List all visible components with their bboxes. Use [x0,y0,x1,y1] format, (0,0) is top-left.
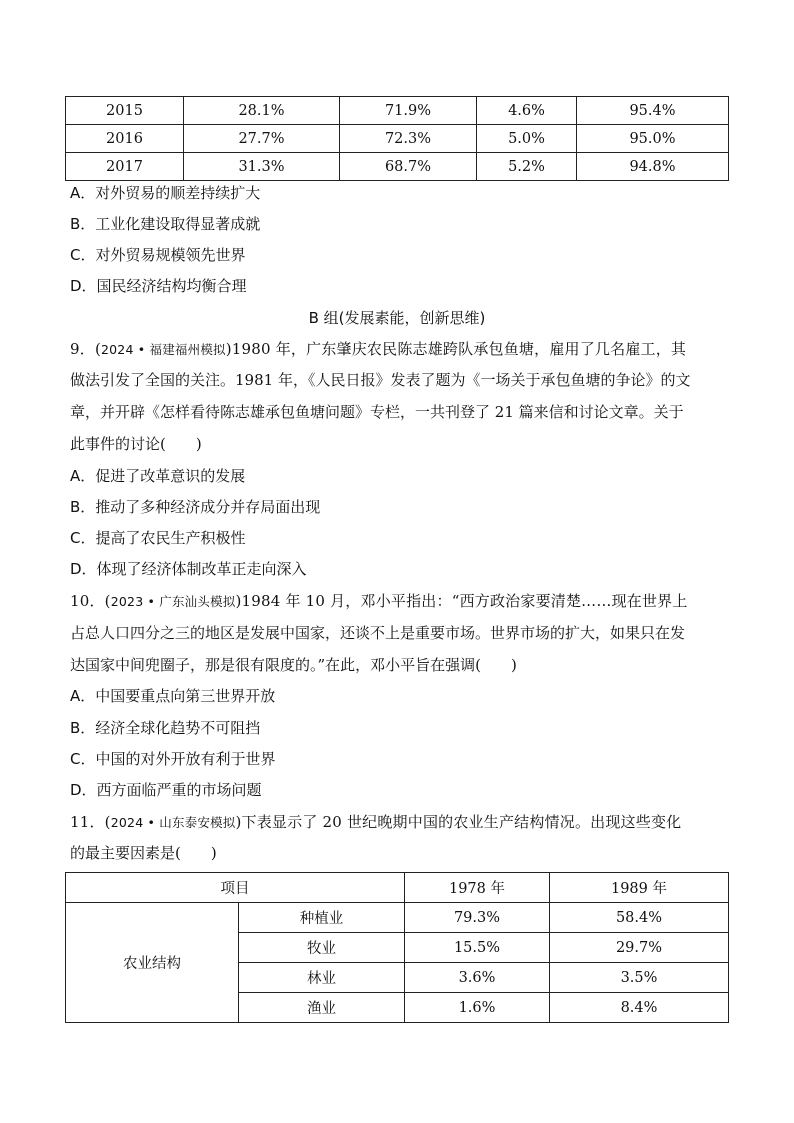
trade-data-table [65,96,729,181]
question-source: 2023 • 广东汕头模拟 [110,594,236,609]
item-cell: 渔业 [239,993,405,1023]
table-cell: 2015 [66,97,184,125]
value-cell: 3.5% [550,963,729,993]
item-cell: 林业 [239,963,405,993]
q10-option-d: D．西方面临严重的市场问题 [70,781,262,799]
table-cell: 31.3% [184,153,340,181]
value-cell: 58.4% [550,903,729,933]
q9-option-d: D．体现了经济体制改革正走向深入 [70,560,307,578]
question-number: 10．( [70,592,111,610]
value-cell: 29.7% [550,933,729,963]
value-cell: 1.6% [405,993,550,1023]
q10-option-c: C．中国的对外开放有利于世界 [70,750,276,768]
item-cell: 种植业 [239,903,405,933]
q8-option-c: C．对外贸易规模领先世界 [70,246,246,264]
q10-line-3: 达国家中间兜圈子，那是很有限度的。”在此，邓小平旨在强调( ) [70,656,517,674]
q11-line-2: 的最主要因素是( ) [70,844,217,862]
table-cell: 2017 [66,153,184,181]
q9-line-4: 此事件的讨论( ) [70,435,202,453]
q10-option-b: B．经济全球化趋势不可阻挡 [70,719,261,737]
q9-option-a: A．促进了改革意识的发展 [70,467,246,485]
q9-option-b: B．推动了多种经济成分并存局面出现 [70,498,321,516]
table-cell: 95.4% [577,97,729,125]
q9-option-c: C．提高了农民生产积极性 [70,529,246,547]
q11-line-1 [70,812,730,833]
value-cell: 8.4% [550,993,729,1023]
value-cell: 79.3% [405,903,550,933]
table-row [66,153,729,181]
question-source: 2024 • 福建福州模拟 [101,342,226,357]
q10-option-a: A．中国要重点向第三世界开放 [70,687,276,705]
value-cell: 15.5% [405,933,550,963]
table-cell: 5.0% [477,125,577,153]
question-text: )1980 年，广东肇庆农民陈志雄跨队承包鱼塘，雇用了几名雇工，其 [225,340,687,358]
table-row [66,97,729,125]
table-cell: 72.3% [340,125,477,153]
agriculture-structure-table [65,872,729,1023]
header-cell-item: 项目 [66,873,405,903]
item-cell: 牧业 [239,933,405,963]
q9-line-2: 做法引发了全国的关注。1981 年，《人民日报》发表了题为《一场关于承包鱼塘的争论》的文 [70,371,691,389]
q9-line-1 [70,339,730,360]
table-cell: 4.6% [477,97,577,125]
table-cell: 27.7% [184,125,340,153]
section-title: B 组(发展素能，创新思维) [308,309,486,327]
q8-option-a: A．对外贸易的顺差持续扩大 [70,184,261,202]
question-number: 11．( [70,813,111,831]
q10-line-2: 占总人口四分之三的地区是发展中国家，还谈不上是重要市场。世界市场的扩大，如果只在发 [70,624,686,642]
category-cell: 农业结构 [66,903,239,1023]
table-cell: 2016 [66,125,184,153]
header-cell-1978: 1978 年 [405,873,550,903]
q9-line-3: 章，并开辟《怎样看待陈志雄承包鱼塘问题》专栏，一共刊登了 21 篇来信和讨论文章。关于 [70,403,684,421]
question-text: )下表显示了 20 世纪晚期中国的农业生产结构情况。出现这些变化 [235,813,682,831]
q10-line-1 [70,591,730,612]
table-header-row [66,873,729,903]
table-cell: 94.8% [577,153,729,181]
table-row [66,125,729,153]
table-cell: 28.1% [184,97,340,125]
table-cell: 95.0% [577,125,729,153]
question-number: 9．( [70,340,101,358]
table-cell: 71.9% [340,97,477,125]
q8-option-b: B．工业化建设取得显著成就 [70,215,261,233]
q8-option-d: D．国民经济结构均衡合理 [70,277,247,295]
table-row [66,903,729,933]
header-cell-1989: 1989 年 [550,873,729,903]
table-cell: 68.7% [340,153,477,181]
question-source: 2024 • 山东泰安模拟 [110,815,236,830]
question-text: )1984 年 10 月，邓小平指出：“西方政治家要清楚……现在世界上 [235,592,688,610]
value-cell: 3.6% [405,963,550,993]
table-cell: 5.2% [477,153,577,181]
